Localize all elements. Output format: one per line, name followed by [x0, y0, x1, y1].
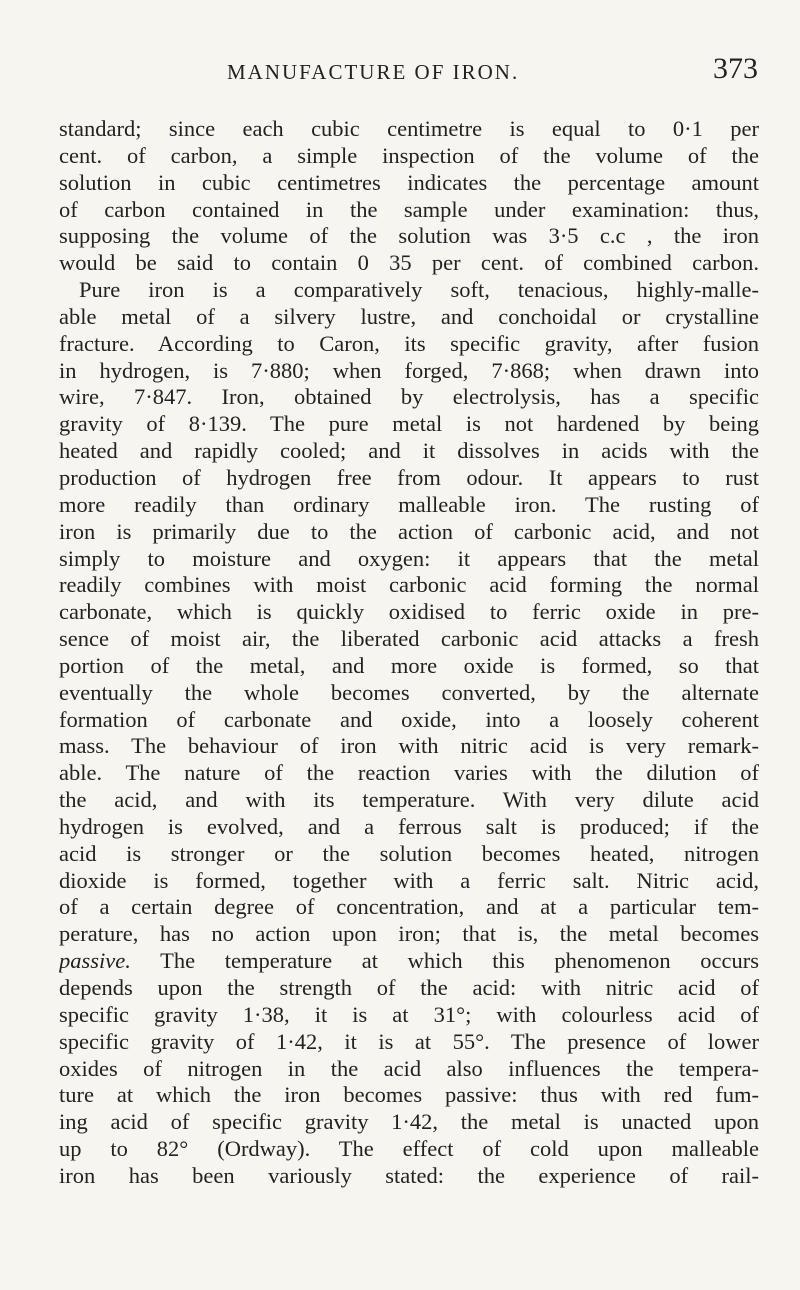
text-line: eventually the whole becomes converted, by the alternate: [59, 679, 759, 705]
text-line: acid is stronger or the solution becomes heated, nitrogen: [59, 840, 759, 866]
text-line: depends upon the strength of the acid: with nitric acid of: [59, 975, 759, 1000]
text-line: specific gravity of 1·42, it is at 55°. The presence of lower: [59, 1028, 759, 1054]
text-line: readily combines with moist carbonic acid forming the normal: [59, 572, 759, 598]
text-line: iron has been variously stated: the experience of rail-: [59, 1162, 759, 1188]
text-line: portion of the metal, and more oxide is formed, so that: [59, 652, 759, 678]
text-line: wire, 7·847. Iron, obtained by electrolysis, has a specific: [59, 384, 759, 410]
text-line: more readily than ordinary malleable iron. The rusting of: [59, 491, 759, 517]
page-number: 373: [713, 52, 758, 85]
text-line: the acid, and with its temperature. With very dilute acid: [59, 787, 759, 813]
text-line: able. The nature of the reaction varies with the dilution of: [59, 760, 759, 786]
text-line: perature, has no action upon iron; that is, the metal becomes: [59, 921, 759, 947]
text-line: simply to moisture and oxygen: it appears that the metal: [59, 545, 759, 571]
text-line: in hydrogen, is 7·880; when forged, 7·868; when drawn into: [59, 357, 759, 383]
text-line-passive: [59, 948, 759, 975]
text-line: solution in cubic centimetres indicates the percentage amount: [59, 169, 759, 195]
text-line: cent. of carbon, a simple inspection of the volume of the: [59, 142, 759, 168]
text-line: up to 82° (Ordway). The effect of cold upon malleable: [59, 1136, 759, 1162]
text-line: able metal of a silvery lustre, and conchoidal or crystalline: [59, 303, 759, 329]
text-line: oxides of nitrogen in the acid also influences the tempera-: [59, 1055, 759, 1081]
text-line: of a certain degree of concentration, and at a particular tem-: [59, 894, 759, 920]
text-line: iron is primarily due to the action of carbonic acid, and not: [59, 518, 759, 544]
text-line: hydrogen is evolved, and a ferrous salt is produced; if the: [59, 813, 759, 839]
text-line: mass. The behaviour of iron with nitric acid is very remark-: [59, 733, 759, 759]
text-line: fracture. According to Caron, its specific gravity, after fusion: [59, 330, 759, 356]
text-line: would be said to contain 0 35 per cent. of combined carbon.: [59, 250, 759, 276]
body-text: [59, 116, 759, 1190]
text-line: production of hydrogen free from odour. It appears to rust: [59, 464, 759, 490]
text-line: heated and rapidly cooled; and it dissolves in acids with the: [59, 438, 759, 464]
italic-word: passive.: [59, 948, 131, 974]
text-line: specific gravity 1·38, it is at 31°; with colourless acid of: [59, 1001, 759, 1027]
text-line: ing acid of specific gravity 1·42, the metal is unacted upon: [59, 1109, 759, 1135]
text-line: sence of moist air, the liberated carbonic acid attacks a fresh: [59, 626, 759, 652]
text-line: Pure iron is a comparatively soft, tenacious, highly-malle-: [79, 277, 759, 303]
text-line: dioxide is formed, together with a ferric salt. Nitric acid,: [59, 867, 759, 893]
text-line: gravity of 8·139. The pure metal is not hardened by being: [59, 411, 759, 437]
text-line: carbonate, which is quickly oxidised to ferric oxide in pre-: [59, 599, 759, 625]
text-line: standard; since each cubic centimetre is equal to 0·1 per: [59, 116, 759, 141]
text-line: formation of carbonate and oxide, into a loosely coherent: [59, 706, 759, 732]
text-line: ture at which the iron becomes passive: thus with red fum-: [59, 1082, 759, 1108]
running-head: MANUFACTURE OF IRON.: [227, 60, 520, 84]
text-line: supposing the volume of the solution was 3·5 c.c , the iron: [59, 223, 759, 249]
text-line-rest: The temperature at which this phenomenon occurs: [160, 948, 759, 974]
text-line: of carbon contained in the sample under examination: thus,: [59, 196, 759, 222]
